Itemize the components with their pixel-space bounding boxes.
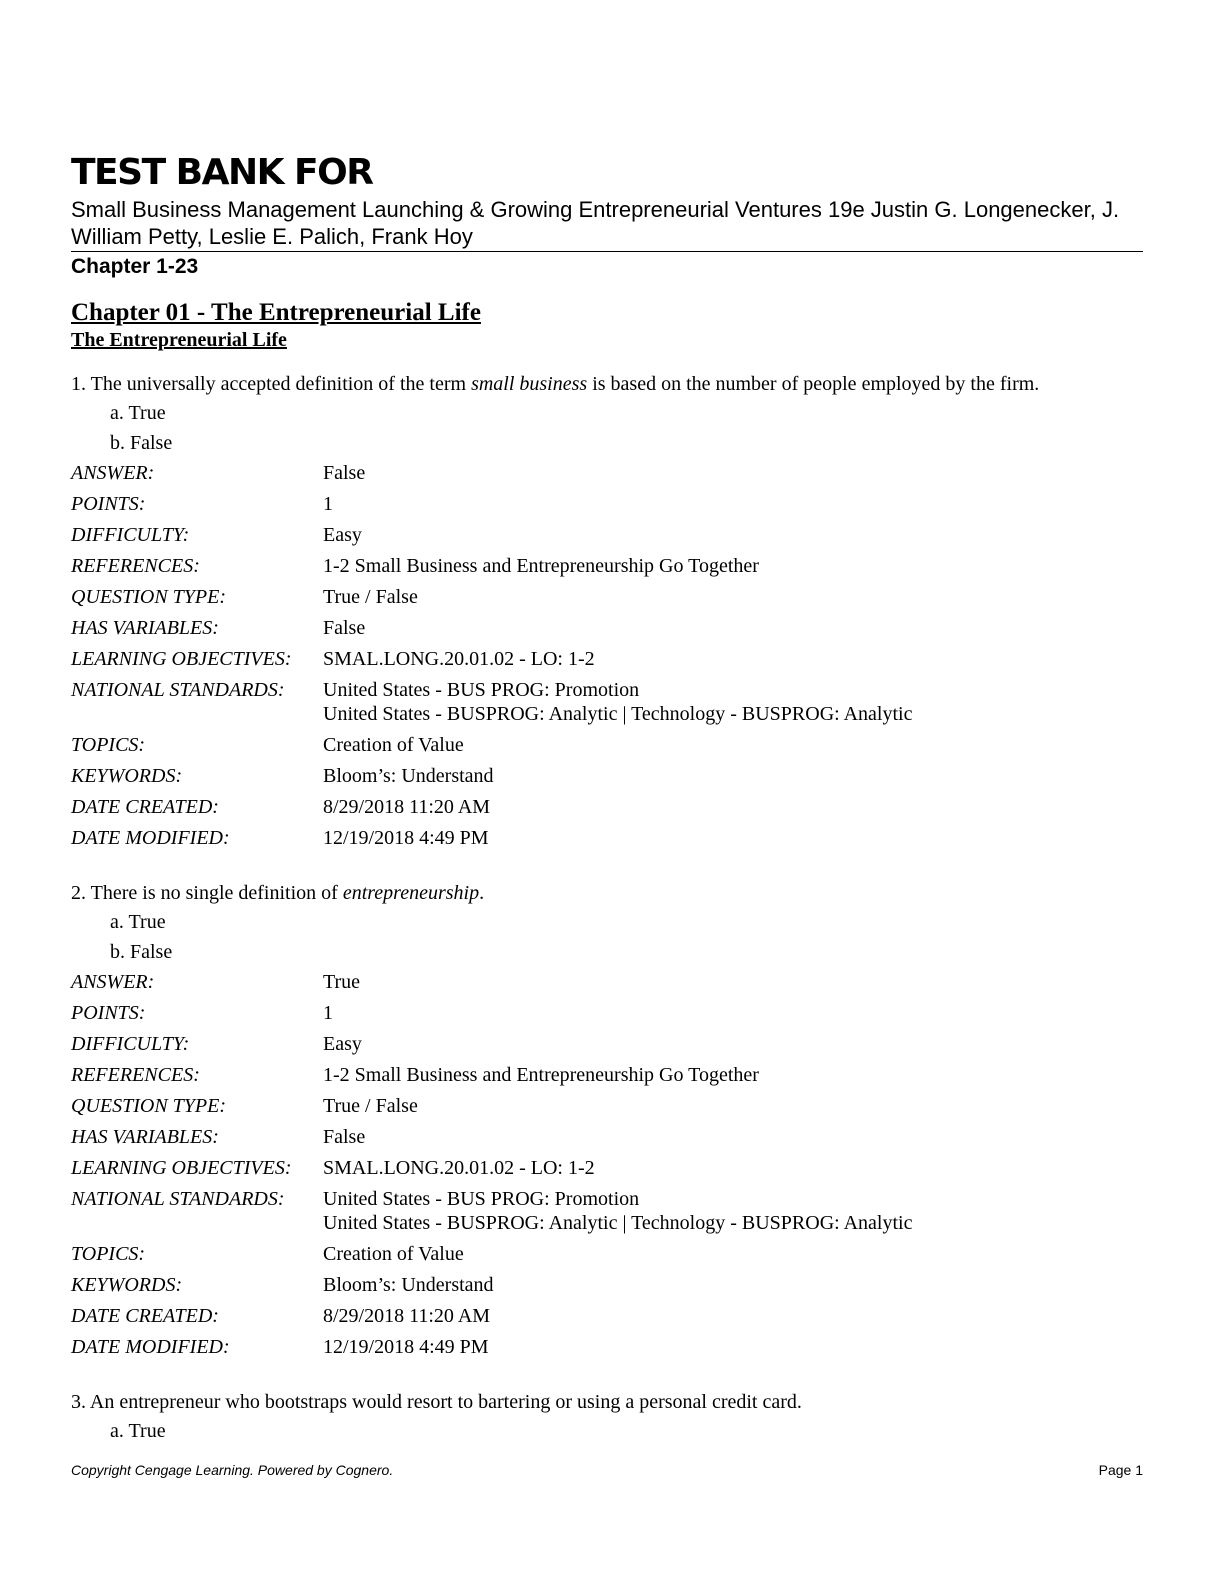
- points-label: POINTS:: [71, 493, 146, 515]
- answer-options: [71, 1416, 1143, 1446]
- has-variables-label: HAS VARIABLES:: [71, 617, 219, 639]
- national-standards-value: [323, 675, 912, 730]
- date-modified-label: DATE MODIFIED:: [71, 827, 230, 849]
- learning-objectives-value: SMAL.LONG.20.01.02 - LO: 1-2: [323, 1157, 595, 1179]
- date-created-label: DATE CREATED:: [71, 1305, 219, 1327]
- national-standards-line-2: United States - BUSPROG: Analytic | Technology - BUSPROG: Analytic: [323, 703, 913, 725]
- date-created-value: 8/29/2018 11:20 AM: [323, 796, 491, 818]
- answer-value: False: [323, 462, 366, 484]
- difficulty-value: Easy: [323, 524, 362, 546]
- keywords-value: Bloom’s: Understand: [323, 765, 494, 787]
- question-metadata: [71, 458, 912, 854]
- topics-label: TOPICS:: [71, 734, 146, 756]
- question-stem: 2. There is no single definition of entrepreneurship.: [71, 882, 485, 904]
- question-type-label: QUESTION TYPE:: [71, 586, 227, 608]
- national-standards-line-1: United States - BUS PROG: Promotion: [323, 679, 640, 701]
- chapter-heading: Chapter 01 - The Entrepreneurial Life: [71, 299, 481, 326]
- has-variables-value: False: [323, 1126, 366, 1148]
- points-value: 1: [323, 1002, 333, 1024]
- option-a: a. True: [110, 911, 166, 933]
- references-label: REFERENCES:: [71, 1064, 200, 1086]
- section-heading: The Entrepreneurial Life: [71, 329, 287, 351]
- date-created-value: 8/29/2018 11:20 AM: [323, 1305, 491, 1327]
- topics-value: Creation of Value: [323, 734, 464, 756]
- references-value: 1-2 Small Business and Entrepreneurship Go Together: [323, 555, 759, 577]
- learning-objectives-label: LEARNING OBJECTIVES:: [71, 648, 292, 670]
- chapter-range: Chapter 1-23: [71, 255, 199, 278]
- difficulty-value: Easy: [323, 1033, 362, 1055]
- keywords-value: Bloom’s: Understand: [323, 1274, 494, 1296]
- difficulty-label: DIFFICULTY:: [71, 524, 190, 546]
- references-label: REFERENCES:: [71, 555, 200, 577]
- question-stem: 1. The universally accepted definition of the term small business is based on the number of people employed by the firm.: [71, 373, 1040, 395]
- national-standards-label: NATIONAL STANDARDS:: [71, 679, 285, 701]
- references-value: 1-2 Small Business and Entrepreneurship Go Together: [323, 1064, 759, 1086]
- copyright-text: Copyright Cengage Learning. Powered by Cognero.: [71, 1462, 394, 1478]
- option-a: a. True: [110, 1420, 166, 1442]
- option-b: b. False: [110, 941, 173, 963]
- question-2: [71, 879, 1143, 1363]
- date-modified-label: DATE MODIFIED:: [71, 1336, 230, 1358]
- date-modified-value: 12/19/2018 4:49 PM: [323, 1336, 489, 1358]
- learning-objectives-value: SMAL.LONG.20.01.02 - LO: 1-2: [323, 648, 595, 670]
- national-standards-line-1: United States - BUS PROG: Promotion: [323, 1188, 640, 1210]
- has-variables-label: HAS VARIABLES:: [71, 1126, 219, 1148]
- answer-options: [71, 907, 1143, 967]
- page-number: Page 1: [1098, 1462, 1143, 1478]
- national-standards-label: NATIONAL STANDARDS:: [71, 1188, 285, 1210]
- question-type-value: True / False: [323, 586, 418, 608]
- difficulty-label: DIFFICULTY:: [71, 1033, 190, 1055]
- question-1: [71, 370, 1143, 854]
- option-a: a. True: [110, 402, 166, 424]
- question-stem: 3. An entrepreneur who bootstraps would resort to bartering or using a personal credit card.: [71, 1391, 802, 1413]
- answer-value: True: [323, 971, 361, 993]
- national-standards-value: [323, 1184, 912, 1239]
- learning-objectives-label: LEARNING OBJECTIVES:: [71, 1157, 292, 1179]
- national-standards-line-2: United States - BUSPROG: Analytic | Technology - BUSPROG: Analytic: [323, 1212, 913, 1234]
- answer-label: ANSWER:: [71, 462, 155, 484]
- date-modified-value: 12/19/2018 4:49 PM: [323, 827, 489, 849]
- question-3: [71, 1388, 1143, 1446]
- keywords-label: KEYWORDS:: [71, 1274, 183, 1296]
- points-value: 1: [323, 493, 333, 515]
- points-label: POINTS:: [71, 1002, 146, 1024]
- date-created-label: DATE CREATED:: [71, 796, 219, 818]
- document-title: TEST BANK FOR: [71, 152, 373, 193]
- keywords-label: KEYWORDS:: [71, 765, 183, 787]
- answer-options: [71, 398, 1143, 458]
- has-variables-value: False: [323, 617, 366, 639]
- question-type-label: QUESTION TYPE:: [71, 1095, 227, 1117]
- book-title: Small Business Management Launching & Growing Entrepreneurial Ventures 19e Justin G. Longenecker, J. William Petty, Leslie E. Palich, Frank Hoy: [71, 197, 1120, 249]
- topics-label: TOPICS:: [71, 1243, 146, 1265]
- option-b: b. False: [110, 432, 173, 454]
- answer-label: ANSWER:: [71, 971, 155, 993]
- question-metadata: [71, 967, 912, 1363]
- title-divider: [71, 251, 1143, 252]
- topics-value: Creation of Value: [323, 1243, 464, 1265]
- question-type-value: True / False: [323, 1095, 418, 1117]
